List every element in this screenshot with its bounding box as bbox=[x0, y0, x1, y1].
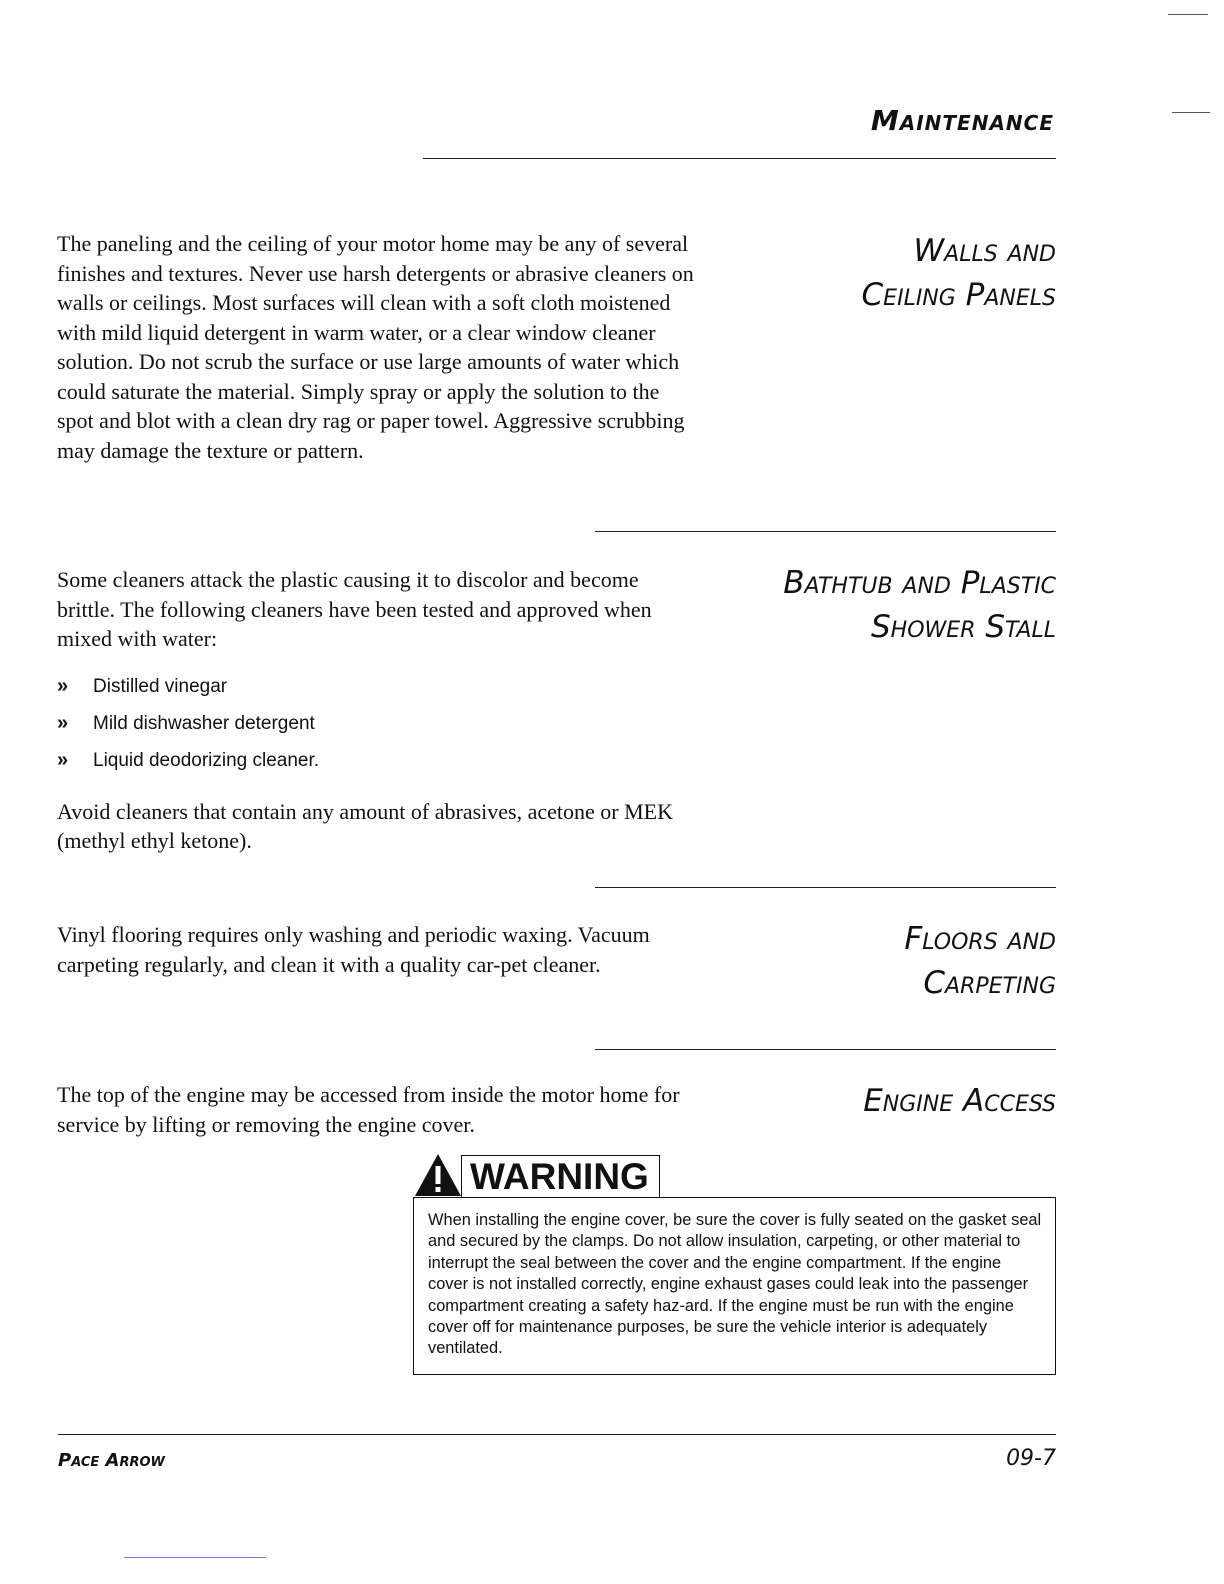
paragraph: Some cleaners attack the plastic causing it to discolor and become brittle. The following cleaners have been tested and approved when mixed with water: bbox=[57, 567, 652, 651]
section-title-line: Carpeting bbox=[923, 965, 1056, 1001]
section-title-floors-carpeting bbox=[904, 917, 1056, 1005]
section-body-floors-carpeting bbox=[57, 920, 697, 979]
paragraph: The top of the engine may be accessed from inside the motor home for service by lifting or removing the engine cover. bbox=[57, 1082, 680, 1137]
footer-rule bbox=[58, 1434, 1056, 1435]
warning-triangle-icon bbox=[413, 1152, 463, 1198]
list-item bbox=[57, 742, 697, 779]
list-item-label: Liquid deodorizing cleaner. bbox=[93, 749, 320, 771]
scan-artifact bbox=[1168, 14, 1208, 15]
section-rule bbox=[595, 887, 1056, 888]
section-title-engine-access bbox=[863, 1079, 1056, 1123]
section-body-engine-access bbox=[57, 1080, 697, 1139]
section-body-walls-ceiling bbox=[57, 229, 697, 465]
scan-artifact bbox=[1172, 112, 1210, 113]
section-rule bbox=[595, 1049, 1056, 1050]
warning-label: WARNING bbox=[461, 1155, 660, 1198]
chevron-right-icon: » bbox=[57, 711, 69, 734]
section-title-bathtub-shower bbox=[783, 561, 1056, 649]
list-item-label: Mild dishwasher detergent bbox=[93, 712, 315, 734]
section-title-line: Engine Access bbox=[863, 1083, 1056, 1119]
section-title-line: Bathtub and Plastic bbox=[783, 565, 1056, 601]
page-number: 09-7 bbox=[1006, 1446, 1056, 1471]
section-body-bathtub-shower bbox=[57, 565, 697, 856]
list-item-label: Distilled vinegar bbox=[93, 675, 228, 697]
warning-text: When installing the engine cover, be sure the cover is fully seated on the gasket seal and secured by the clamps. Do not allow insulation, carpeting, or other material to interrupt the seal between the cover and the engine compartment. If the engine cover is not installed correctly, engine exhaust gases could leak into the passenger compartment creating a safety haz-ard. If the engine must be run with the engine cover off for maintenance purposes, be sure the vehicle interior is adequately ventilated. bbox=[428, 1211, 1042, 1358]
section-rule bbox=[595, 531, 1056, 532]
list-item bbox=[57, 668, 697, 705]
warning-header bbox=[413, 1152, 660, 1198]
section-title-line: Floors and bbox=[904, 921, 1056, 957]
chevron-right-icon: » bbox=[57, 748, 69, 771]
page-title: Maintenance bbox=[870, 104, 1054, 137]
section-title-line: Ceiling Panels bbox=[861, 277, 1056, 313]
paragraph: Vinyl flooring requires only washing and periodic waxing. Vacuum carpeting regularly, and clean it with a quality car-pet cleaner. bbox=[57, 922, 650, 977]
paragraph: Avoid cleaners that contain any amount of abrasives, acetone or MEK (methyl ethyl ketone). bbox=[57, 798, 673, 853]
paragraph: The paneling and the ceiling of your motor home may be any of several finishes and textures. Never use harsh detergents or abrasive cleaners on walls or ceilings. Most surfaces will clean with a soft cloth moistened with mild liquid detergent in warm water, or a clear window cleaner solution. Do not scrub the surface or use large amounts of water which could saturate the material. Simply spray or apply the solution to the spot and blot with a clean dry rag or paper towel. Aggressive scrubbing may damage the texture or pattern. bbox=[57, 231, 694, 463]
cleaner-list bbox=[57, 668, 697, 779]
section-title-walls-ceiling bbox=[862, 229, 1056, 317]
list-item bbox=[57, 705, 697, 742]
header-rule bbox=[423, 158, 1056, 159]
section-title-line: Shower Stall bbox=[871, 609, 1056, 645]
scan-artifact bbox=[124, 1557, 266, 1558]
footer-title: Pace Arrow bbox=[58, 1450, 165, 1471]
section-title-line: Walls and bbox=[913, 233, 1056, 269]
warning-box bbox=[413, 1197, 1056, 1375]
chevron-right-icon: » bbox=[57, 674, 69, 697]
